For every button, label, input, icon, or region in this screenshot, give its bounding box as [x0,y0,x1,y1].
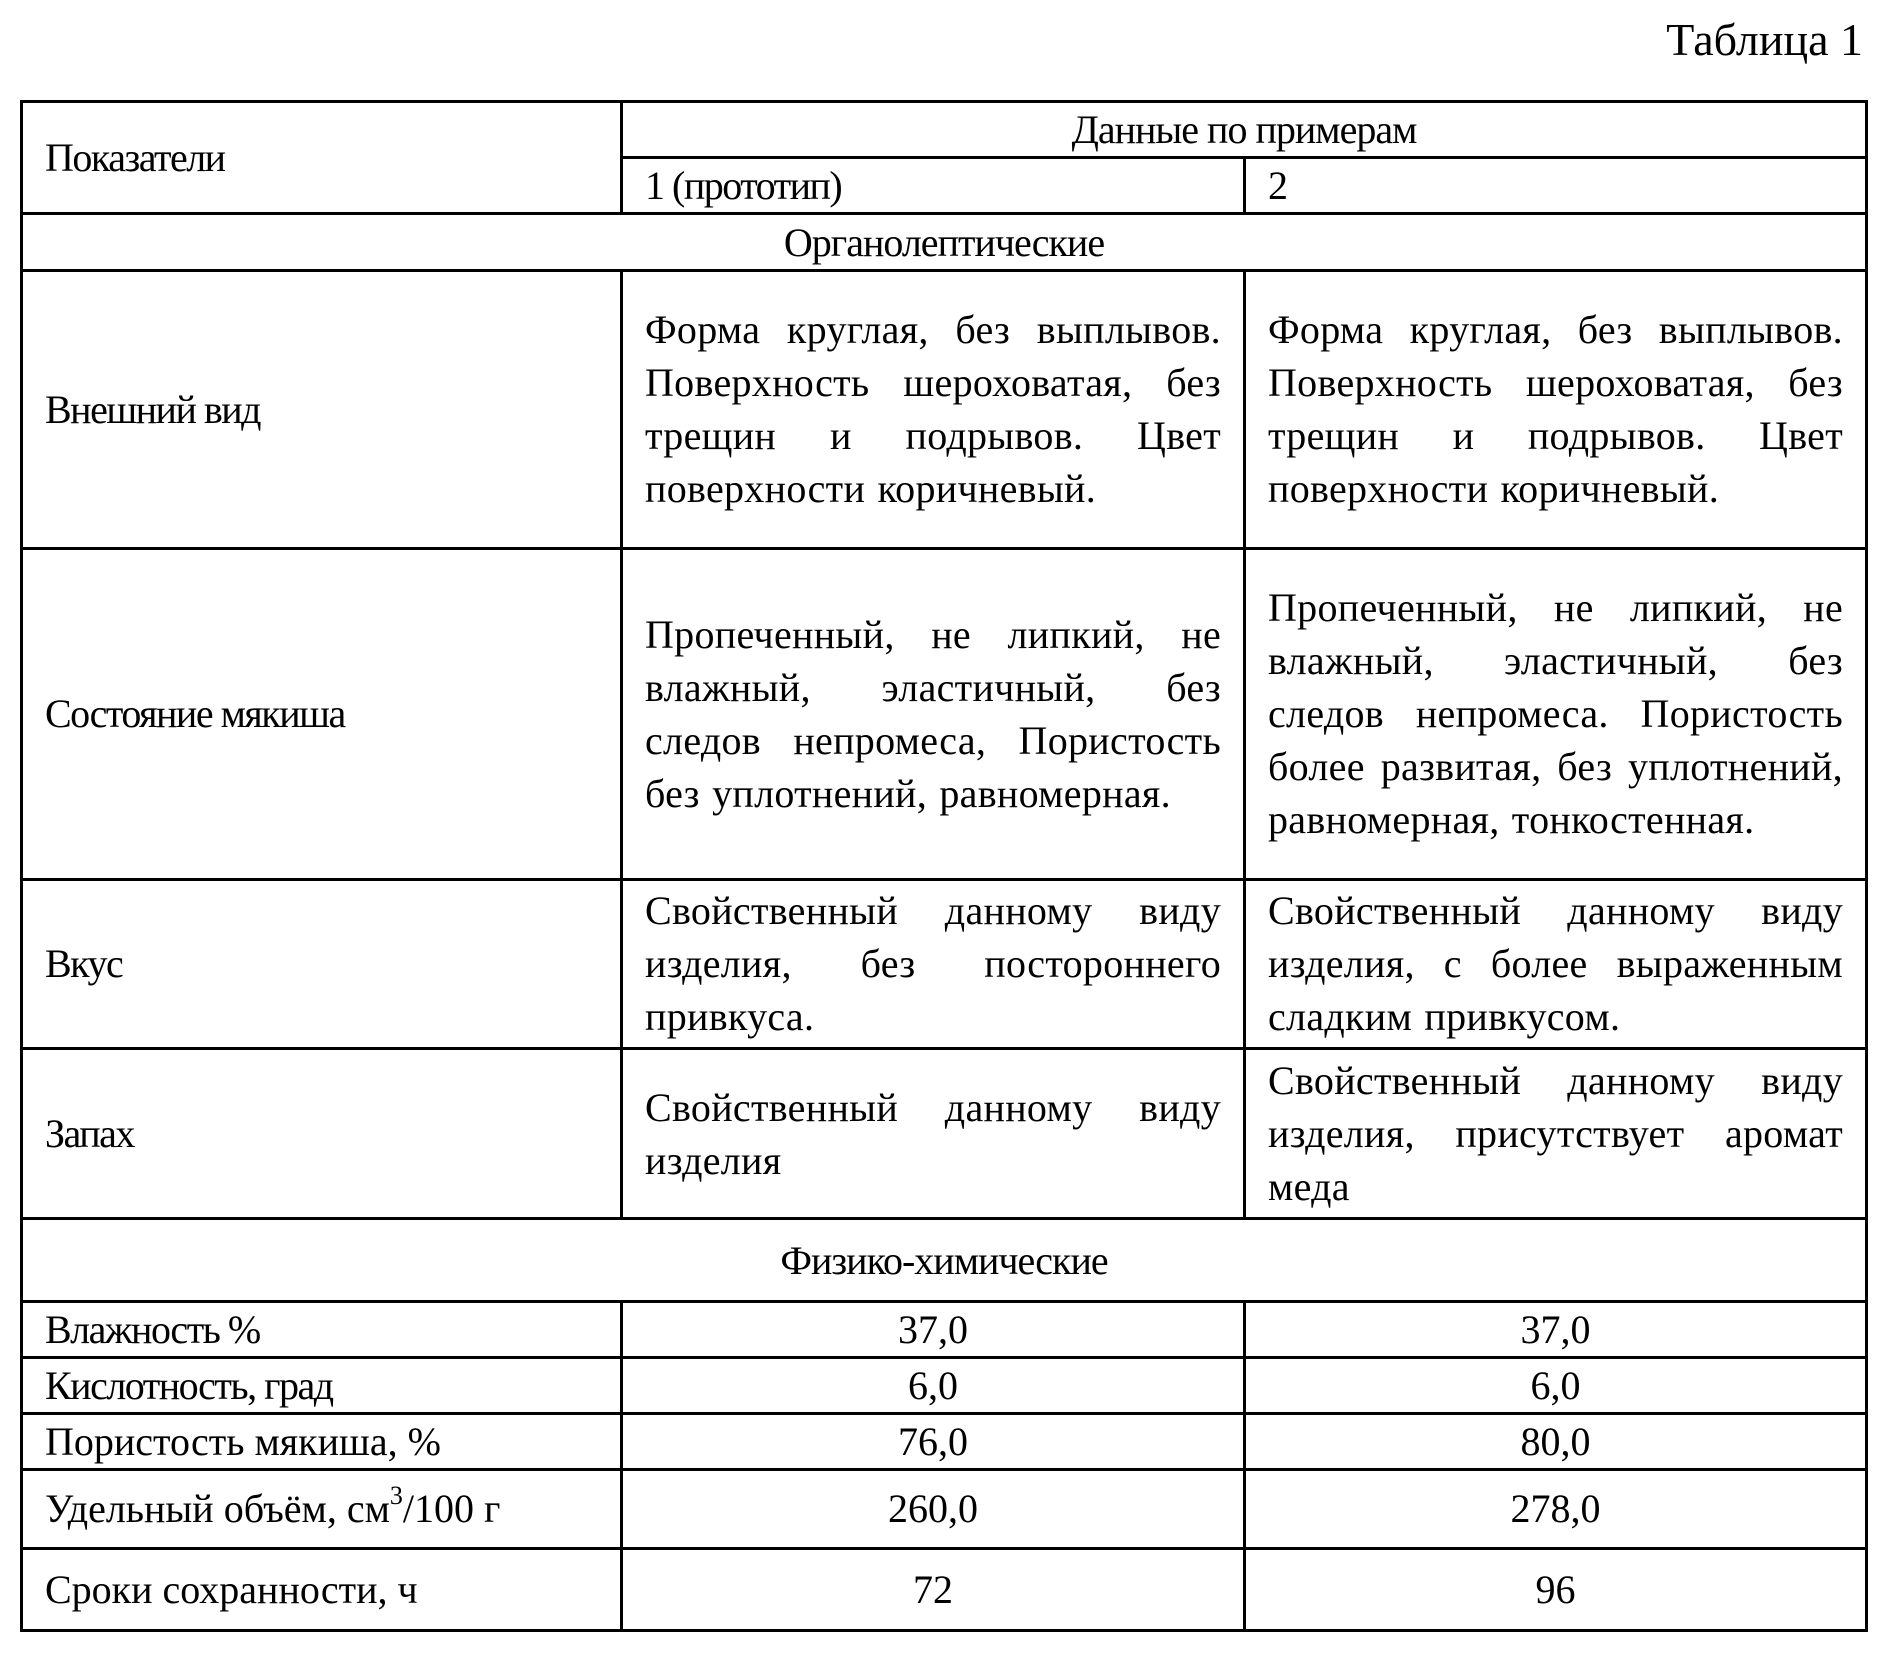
section-organoleptic: Органолептические [22,214,1867,270]
table-row [22,270,1867,548]
row-label: Состояние мякиша [22,548,622,879]
table-row [22,880,1867,1049]
row-value-1: 6,0 [622,1357,1245,1413]
row-value-2: Пропеченный, не липкий, не влажный, эластичный, без следов непромеса. Пористость более развитая, без уплотнений, равномерная, тонкостенная. [1245,548,1867,879]
row-value-1: 260,0 [622,1470,1245,1548]
row-value-2: 278,0 [1245,1470,1867,1548]
section-row [22,1219,1867,1301]
row-value-1: Пропеченный, не липкий, не влажный, эластичный, без следов непромеса, Пористость без уплотнений, равномерная. [622,548,1245,879]
row-value-2: 6,0 [1245,1357,1867,1413]
row-label: Сроки сохранности, ч [22,1548,622,1630]
row-label-text: Удельный объём, см [45,1486,390,1532]
row-label: Внешний вид [22,270,622,548]
header-group: Данные по примерам [622,102,1867,158]
row-value-2: 80,0 [1245,1414,1867,1470]
row-label: Вкус [22,880,622,1049]
header-col1: 1 (прототип) [622,158,1245,214]
row-label-unit: /100 г [402,1486,501,1532]
table-caption: Таблица 1 [1666,14,1863,65]
row-label [22,1470,622,1548]
table-row [22,1414,1867,1470]
table-row [22,548,1867,879]
row-value-1: Свойственный данному виду изделия [622,1048,1245,1219]
row-value-2: Свойственный данному виду изделия, присутствует аромат меда [1245,1048,1867,1219]
row-value-1: 76,0 [622,1414,1245,1470]
row-label: Влажность % [22,1301,622,1357]
row-label: Пористость мякиша, % [22,1414,622,1470]
data-table [20,100,1868,1632]
row-label: Запах [22,1048,622,1219]
row-value-2: Свойственный данному виду изделия, с более выраженным сладким привкусом. [1245,880,1867,1049]
row-value-1: 72 [622,1548,1245,1630]
table-row [22,1048,1867,1219]
row-value-2: Форма круглая, без выплывов. Поверхность шероховатая, без трещин и подрывов. Цвет поверхности коричневый. [1245,270,1867,548]
section-physchem: Физико-химические [22,1219,1867,1301]
table-row [22,1357,1867,1413]
header-col2: 2 [1245,158,1867,214]
row-value-2: 37,0 [1245,1301,1867,1357]
row-value-2: 96 [1245,1548,1867,1630]
table-row [22,1548,1867,1630]
section-row [22,214,1867,270]
row-label: Кислотность, град [22,1357,622,1413]
header-indicators: Показатели [22,102,622,214]
table-row [22,1301,1867,1357]
header-row-1 [22,102,1867,158]
superscript: 3 [389,1481,403,1511]
row-value-1: Форма круглая, без выплывов. Поверхность шероховатая, без трещин и подрывов. Цвет поверхности коричневый. [622,270,1245,548]
row-value-1: 37,0 [622,1301,1245,1357]
row-value-1: Свойственный данному виду изделия, без постороннего привкуса. [622,880,1245,1049]
table-row [22,1470,1867,1548]
